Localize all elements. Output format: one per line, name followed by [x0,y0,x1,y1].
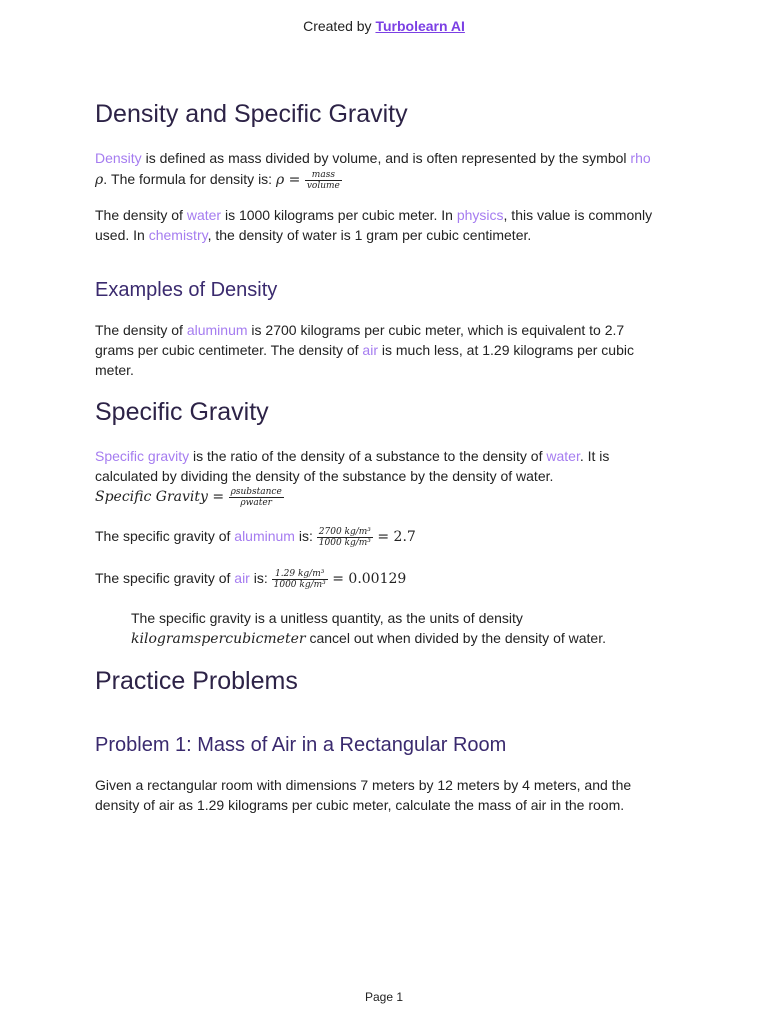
text-run: . The formula for density is: [103,171,276,187]
text-run: is 1000 kilograms per cubic meter. In [221,207,457,223]
practice-heading: Practice Problems [95,667,298,695]
rho-symbol: ρ [95,172,104,188]
term-air: air [362,342,378,358]
air-sg-paragraph [95,568,655,590]
page-title: Density and Specific Gravity [95,100,408,128]
text-run: The density of [95,207,187,223]
term-specific-gravity: Specific gravity [95,448,190,464]
text-run: is defined as mass divided by volume, and is often represented by the symbol [141,150,631,166]
problem1-text: Given a rectangular room with dimensions 7 meters by 12 meters by 4 meters, and the density of air as 1.29 kilograms per cubic meter, calculate the mass of air in the room. [95,777,632,813]
specific-gravity-heading: Specific Gravity [95,398,269,426]
credit-prefix: Created by [303,18,376,34]
fraction-denominator: 1000 kg/m³ [273,579,326,590]
fraction-denominator: volume [306,180,340,191]
term-chemistry: chemistry [148,227,208,243]
term-water: water [186,207,222,223]
term-aluminum: aluminum [186,322,248,338]
term-rho: rho [630,150,651,166]
fraction-numerator: 2700 kg/m³ [318,526,371,537]
examples-heading: Examples of Density [95,279,278,301]
text-run: The specific gravity of [95,528,235,544]
specific-gravity-formula-lhs: Specific Gravity = [95,489,229,505]
text-run: The specific gravity is a unitless quantity, as the units of density [131,610,523,626]
air-sg-result: = 0.00129 [327,571,407,587]
text-run: is: [294,528,317,544]
term-density: Density [95,150,142,166]
term-physics: physics [456,207,504,223]
text-run: The density of [95,322,187,338]
fraction-denominator: 1000 kg/m³ [318,537,371,548]
examples-paragraph [95,320,655,380]
text-run: , the density of water is 1 gram per cubic centimeter. [207,227,532,243]
density-definition [95,148,655,191]
specific-gravity-definition [95,446,655,508]
text-run: cancel out when divided by the density of water. [305,630,606,646]
aluminum-sg-result: = 2.7 [372,529,416,545]
aluminum-sg-paragraph [95,526,655,548]
page-number: Page 1 [364,990,404,1004]
text-run: , this value is commonly used. In [95,207,653,243]
fraction-numerator: mass [305,170,342,181]
fraction-numerator: ρsubstance [230,486,282,497]
unitless-note [131,608,661,649]
fraction-numerator: 1.29 kg/m³ [272,569,328,580]
text-run: is: [249,570,272,586]
units-math: kilogramspercubicmeter [131,631,306,647]
specific-gravity-fraction [229,487,284,508]
term-aluminum: aluminum [234,528,295,544]
text-run: The specific gravity of [95,570,235,586]
fraction-denominator: ρwater [240,497,272,508]
term-air: air [234,570,250,586]
water-density-paragraph [95,205,655,245]
aluminum-sg-fraction [317,527,373,548]
turbolearn-link[interactable]: Turbolearn AI [375,18,465,34]
problem1-heading: Problem 1: Mass of Air in a Rectangular Room [95,734,507,756]
density-formula-lhs: ρ = [275,172,305,188]
text-run: . It is calculated by dividing the density of the substance by the density of water. [95,448,610,484]
term-water: water [546,448,580,464]
density-fraction [305,170,342,191]
header-credit [0,18,768,34]
text-run: is 2700 kilograms per cubic meter, which is equivalent to 2.7 grams per cubic centimeter. The density of [95,322,625,358]
text-run: is the ratio of the density of a substance to the density of [189,448,547,464]
text-run: is much less, at 1.29 kilograms per cubic meter. [95,342,634,378]
air-sg-fraction [272,569,328,590]
